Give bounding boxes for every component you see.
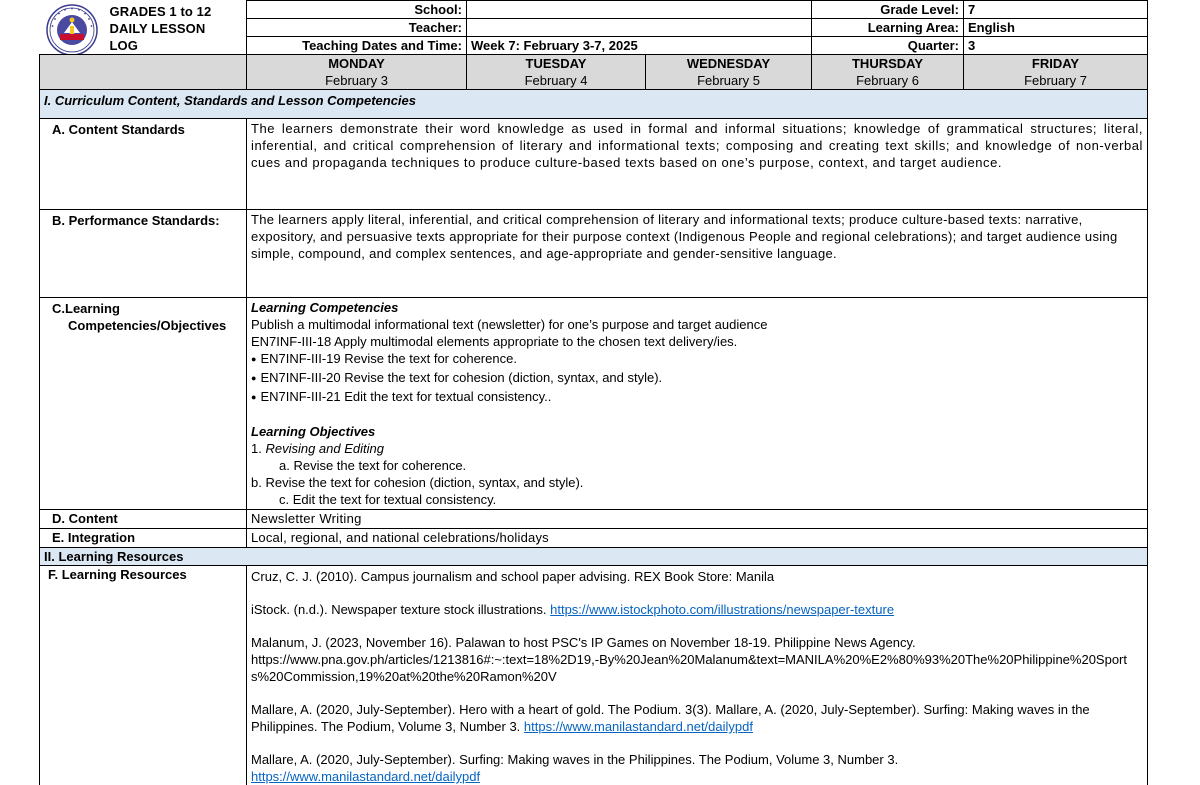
day-date: February 5: [697, 73, 760, 88]
learning-area-value[interactable]: English: [964, 19, 1148, 37]
quarter-value[interactable]: 3: [964, 37, 1148, 55]
objective-line: c. Edit the text for textual consistency.: [279, 492, 497, 507]
competencies-label-line1: C.Learning: [52, 301, 120, 316]
grades-title: [110, 3, 212, 54]
reference-link[interactable]: https://www.manilastandard.net/dailypdf: [523, 719, 753, 734]
competency-bullet: ● EN7INF-III-20 Revise the text for cohesion (diction, syntax, and style).: [251, 369, 1143, 388]
content-label: D. Content: [40, 510, 247, 529]
grade-level-label: Grade Level:: [812, 1, 964, 19]
school-value[interactable]: [467, 1, 812, 19]
header-branding: [40, 1, 247, 55]
day-name: MONDAY: [328, 56, 385, 71]
reference-text: Mallare, A. (2020, July-September). Hero with a heart of gold. The Podium. 3(3). Mallare, A. (2020, July-September). Surfing: Making waves in the Philippines. The Podium, Volume 3, Number 3.: [251, 702, 1090, 734]
grades-range: GRADES 1 to 12: [109, 3, 212, 19]
objective-line: [251, 440, 1143, 457]
learning-competencies-heading: Learning Competencies: [251, 300, 399, 315]
day-thursday: [812, 55, 964, 90]
day-name: WEDNESDAY: [686, 56, 771, 71]
deped-seal-icon: [46, 4, 98, 55]
content-value: Newsletter Writing: [247, 510, 1148, 529]
competency-line: EN7INF-III-18 Apply multimodal elements appropriate to the chosen text delivery/ies.: [251, 334, 738, 349]
day-tuesday: [467, 55, 646, 90]
reference-item: [251, 701, 1143, 735]
objective-title: Revising and Editing: [265, 441, 384, 456]
performance-standards-label: B. Performance Standards:: [40, 210, 247, 298]
competencies-label: [40, 298, 247, 510]
competencies-label-line2: Competencies/Objectives: [68, 318, 227, 333]
content-standards-label: A. Content Standards: [40, 119, 247, 210]
day-date: February 6: [856, 73, 919, 88]
log-title-line1: DAILY LESSON: [109, 20, 206, 36]
day-date: February 3: [325, 73, 388, 88]
grade-level-value[interactable]: 7: [964, 1, 1148, 19]
performance-standards-text: The learners apply literal, inferential, and critical comprehension of literary and informational texts; produce culture-based texts: narrative, expository, and persuasive texts appropriate for their purpose context (Indigenous People and regional celebrations); and target audience using simple, compound, and complex sentences, and age-appropriate and gender-sensitive language.: [247, 210, 1148, 298]
school-label: School:: [247, 1, 467, 19]
day-monday: [247, 55, 467, 90]
day-date: February 4: [524, 73, 588, 88]
section-resources-title: II. Learning Resources: [40, 548, 1148, 566]
section-curriculum-title: I. Curriculum Content, Standards and Lesson Competencies: [40, 90, 1148, 119]
objective-number: 1.: [251, 441, 266, 456]
objective-line: b. Revise the text for cohesion (diction, syntax, and style).: [251, 475, 584, 490]
day-name: TUESDAY: [525, 56, 587, 71]
log-title-line2: LOG: [109, 37, 138, 53]
teaching-dates-label: Teaching Dates and Time:: [247, 37, 467, 55]
learning-area-label: Learning Area:: [812, 19, 964, 37]
reference-text: Mallare, A. (2020, July-September). Surfing: Making waves in the Philippines. The Podium, Volume 3, Number 3.: [251, 752, 899, 767]
reference-text: iStock. (n.d.). Newspaper texture stock illustrations.: [251, 602, 551, 617]
reference-item: [251, 751, 1143, 785]
reference-item: [251, 601, 1143, 618]
competency-line: Publish a multimodal informational text (newsletter) for one’s purpose and target audience: [251, 317, 768, 332]
reference-text: Malanum, J. (2023, November 16). Palawan to host PSC's IP Games on November 18-19. Philippine News Agency.: [251, 635, 916, 650]
reference-link[interactable]: https://www.manilastandard.net/dailypdf: [251, 769, 481, 784]
competency-bullet: ● EN7INF-III-21 Edit the text for textual consistency..: [251, 388, 1143, 407]
quarter-label: Quarter:: [812, 37, 964, 55]
day-wednesday: [646, 55, 812, 90]
day-name: FRIDAY: [1031, 56, 1080, 71]
learning-objectives-heading: Learning Objectives: [251, 424, 376, 439]
integration-value: Local, regional, and national celebrations/holidays: [247, 529, 1148, 548]
day-friday: [964, 55, 1148, 90]
learning-resources-label: F. Learning Resources: [40, 566, 247, 785]
daily-lesson-log-table: [39, 0, 1148, 785]
learning-resources-list: [247, 566, 1148, 785]
day-date: February 7: [1024, 73, 1087, 88]
day-header-blank: [40, 55, 247, 90]
competencies-content: [247, 298, 1148, 510]
teaching-dates-value[interactable]: Week 7: February 3-7, 2025: [467, 37, 812, 55]
teacher-label: Teacher:: [247, 19, 467, 37]
competency-bullet: ● EN7INF-III-19 Revise the text for coherence.: [251, 350, 1143, 369]
integration-label: E. Integration: [40, 529, 247, 548]
objective-line: a. Revise the text for coherence.: [279, 458, 467, 473]
reference-link[interactable]: https://www.istockphoto.com/illustrations/newspaper-texture: [550, 602, 895, 617]
content-standards-text: The learners demonstrate their word knowledge as used in formal and informal situations; knowledge of grammatical structures; literal, inferential, and critical comprehension of literary and informational texts; composing and creating text skills; and knowledge of non-verbal cues and propaganda techniques to produce culture-based texts based on one’s purpose, context, and target audience.: [247, 119, 1148, 210]
reference-item: [251, 634, 1143, 685]
teacher-value[interactable]: [467, 19, 812, 37]
day-name: THURSDAY: [851, 56, 924, 71]
reference-url-text: https://www.pna.gov.ph/articles/1213816#:~:text=18%2D19,-By%20Jean%20Malanum&text=MANILA%20%E2%80%93%20The%20Philippine%20Sports%20Commission,19%20at%20the%20Ramon%20V: [251, 652, 1127, 684]
reference-item: Cruz, C. J. (2010). Campus journalism and school paper advising. REX Book Store: Manila: [251, 569, 775, 584]
